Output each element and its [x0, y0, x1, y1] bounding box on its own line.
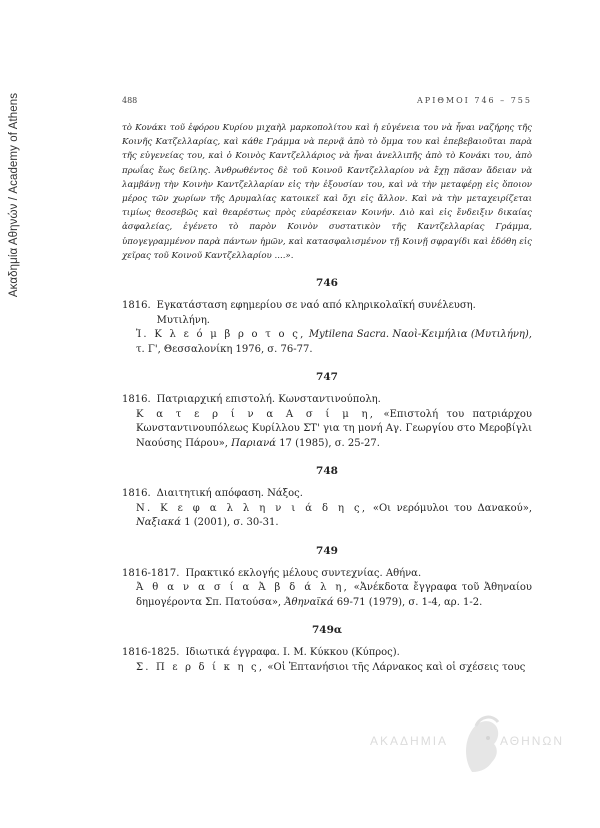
entry-journal: Παριανά	[231, 437, 276, 449]
running-title: ΑΡΙΘΜΟΙ 746 – 755	[417, 96, 532, 105]
entry-description: Διαιτητική απόφαση. Νάξος.	[156, 488, 303, 500]
entry	[122, 567, 532, 611]
entry-author: Σ. Π ε ρ δ ί κ η ς,	[136, 661, 265, 673]
entry-number: 748	[316, 465, 338, 478]
entry-number: 749α	[312, 624, 342, 637]
entry-quote: «Επιστολή του πατριάρχου Κωνσταντινουπόλεως Κυρίλλου ΣΤ' για τη μονή Αγ. Γεωργίου στο Μεροβίγλι Ναούσης Πάρου»,	[136, 408, 532, 449]
entry-year: 1816.	[122, 394, 151, 406]
entry-year: 1816.	[122, 300, 151, 312]
intro-paragraph: τὸ Κονάκι τοῦ ἐφόρου Κυρίου μιχαὴλ μαρκοπολίτου καὶ ἡ εὐγένεια του νὰ ἦναι ναζήρης τῆς Κοινῆς Κατζελλαρίας, καὶ κάθε Γράμμα νὰ περνᾷ ἀπὸ τὸ ὄμμα του καὶ ἐπεβεβαιοῦται παρὰ τῆς εὐγενείας του, καὶ ὁ Κοινὸς Καντζελλάριος νὰ ἦναι ἀνελλιπῆς ἀπὸ τὸ Κονάκι του, ἀπὸ πρωΐας ἕως δείλης. Ἀνθρωθέντος δὲ τοῦ Κοινοῦ Καντζελλαρίου νὰ ἔχῃ πᾶσαν ἄδειαν νὰ λαμβάνῃ τὴν Κοινὴν Καντζελλαρίαν εἰς τὴν ἐξουσίαν του, καὶ νὰ τὴν μεταφέρῃ εἰς ὅποιον μέρος τῶν χωρίων τῆς Δρυμαλίας κατοικεῖ καὶ ὄχι εἰς ἄλλον. Καὶ νὰ τὴν μεταχειρίζεται τιμίως θεοσεβῶς καὶ θεαρέστως πρὸς εὐαρέσκειαν Κοινήν. Διὸ καὶ εἰς ἔνδειξιν δικαίας ἀσφαλείας, ἐγένετο τὸ παρὸν Κοινὸν συστατικὸν τῆς Καντζελλαρίας Γράμμα, ὑπογεγραμμένον παρὰ πάντων ἡμῶν, καὶ κατασφαλισμένον τῇ Κοινῇ σφραγίδι καὶ ἐδόθη εἰς χεῖρας τοῦ Κοινοῦ Καντζελλαρίου ....».	[122, 123, 532, 261]
entry	[122, 299, 532, 357]
entry-details: 69-71 (1979), σ. 1-4, αρ. 1-2.	[336, 596, 483, 608]
entry-reference	[122, 581, 532, 610]
entry-year: 1816-1817.	[122, 567, 180, 579]
watermark-right-text: ΑΘΗΝΩΝ	[500, 734, 565, 748]
page-header	[122, 96, 532, 105]
entry-year: 1816.	[122, 488, 151, 500]
entry-year: 1816-1825.	[122, 647, 180, 659]
entry	[122, 487, 532, 531]
entry-author: Ἰ. Κ λ ε ό μ β ρ ο τ ο ς,	[136, 329, 306, 341]
athena-head-logo-icon	[458, 712, 506, 783]
entry-description: Πατριαρχική επιστολή. Κωνσταντινούπολη.	[156, 394, 381, 406]
entry-quote: «Οἱ Ἑπτανήσιοι τῆς Λάρνακος καὶ οἱ σχέσεις τους	[267, 661, 526, 673]
entry	[122, 393, 532, 451]
entry-quote: «Οι νερόμυλοι του Δανακού»,	[372, 502, 533, 514]
side-label-text: Ακαδημία Αθηνών / Academy of Athens	[8, 92, 21, 298]
entry-details: τ. Γ', Θεσσαλονίκη 1976, σ. 76-77.	[136, 343, 313, 355]
entry-author: Ἀ θ α ν α σ ί α Ἀ β δ ά λ η,	[136, 582, 349, 594]
entry	[122, 646, 532, 675]
entry-details: 17 (1985), σ. 25-27.	[279, 437, 380, 449]
entry-journal: Ἀθηναϊκά	[284, 596, 334, 608]
entry-description: Ιδιωτικά έγγραφα. Ι. Μ. Κύκκου (Κύπρος).	[185, 647, 400, 659]
entry-reference	[122, 408, 532, 452]
entry-reference	[122, 661, 532, 676]
entry-author: Κ α τ ε ρ ί ν α Α σ ί μ η,	[136, 408, 376, 420]
entry-description: Εγκατάσταση εφημερίου σε ναό από κληρικολαϊκή συνέλευση. Μυτιλήνη.	[156, 300, 476, 326]
side-label	[6, 30, 22, 360]
entry-reference	[122, 328, 532, 357]
entry-number: 746	[316, 277, 338, 290]
entry-number: 747	[316, 371, 338, 384]
entry-author: Ν. Κ ε φ α λ λ η ν ι ά δ η ς,	[136, 502, 368, 514]
entry-description: Πρακτικό εκλογής μέλους συντεχνίας. Αθήνα.	[185, 567, 422, 579]
entry-quote: «Ἀνέκδοτα ἔγγραφα τοῦ Ἀθηναίου δημογέροντα Σπ. Πατούσα»,	[136, 582, 532, 608]
entry-title: Mytilena Sacra. Ναοὶ-Κειμήλια (Μυτιλήνη),	[308, 329, 532, 341]
entry-journal: Ναξιακά	[136, 517, 181, 529]
watermark-left-text: ΑΚΑΔΗΜΙΑ	[370, 734, 449, 748]
entry-number: 749	[316, 544, 338, 557]
entry-reference	[122, 502, 532, 531]
entry-details: 1 (2001), σ. 30-31.	[184, 517, 279, 529]
page-number: 488	[122, 96, 138, 105]
document-page	[122, 96, 532, 689]
academy-watermark	[368, 712, 598, 782]
